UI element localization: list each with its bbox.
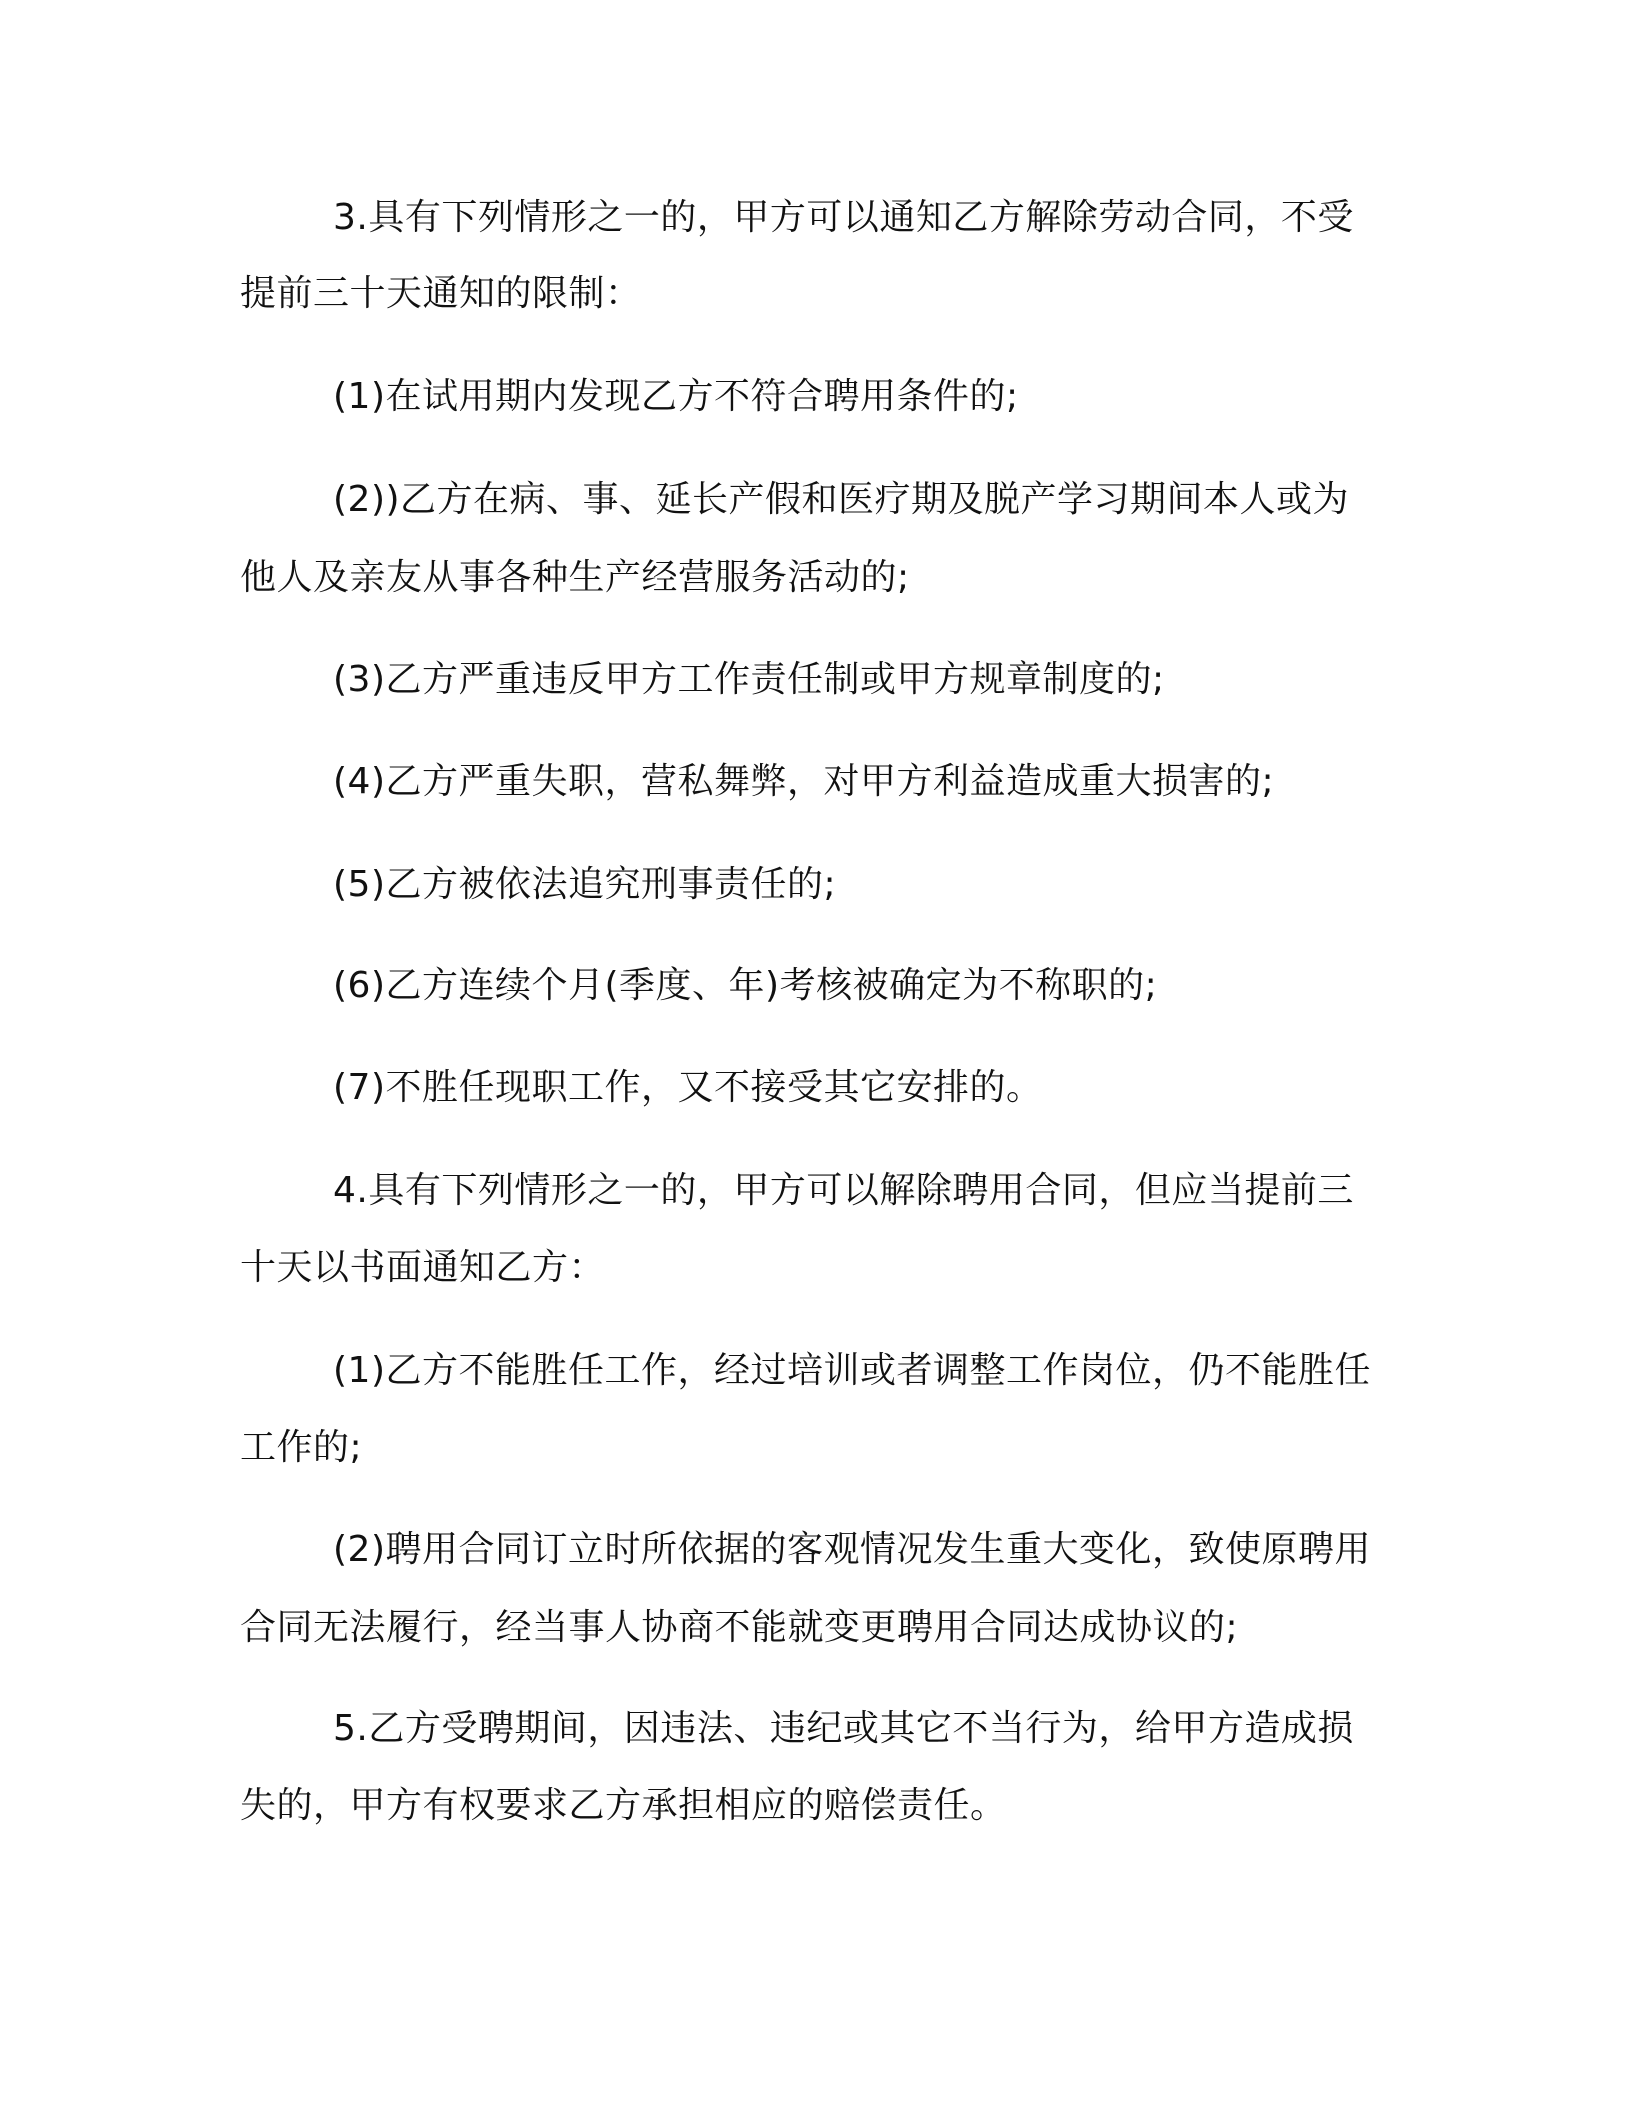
clause-4-item-1-line-2: 工作的; xyxy=(240,1427,363,1468)
clause-4-line-1: 4.具有下列情形之一的，甲方可以解除聘用合同，但应当提前三 xyxy=(333,1170,1354,1211)
clause-3-line-1: 3.具有下列情形之一的，甲方可以通知乙方解除劳动合同，不受 xyxy=(333,197,1354,238)
clause-4-item-2-line-1: (2)聘用合同订立时所依据的客观情况发生重大变化，致使原聘用 xyxy=(333,1529,1371,1570)
clause-3-line-2: 提前三十天通知的限制： xyxy=(240,273,642,314)
clause-3-item-1: (1)在试用期内发现乙方不符合聘用条件的; xyxy=(333,376,1019,417)
clause-3-item-6: (6)乙方连续个月(季度、年)考核被确定为不称职的; xyxy=(333,965,1158,1006)
clause-4-line-2: 十天以书面通知乙方： xyxy=(240,1247,606,1288)
clause-3-item-5: (5)乙方被依法追究刑事责任的; xyxy=(333,864,837,905)
clause-3-item-4: (4)乙方严重失职，营私舞弊，对甲方利益造成重大损害的; xyxy=(333,761,1275,802)
clause-3-item-2-line-1: (2))乙方在病、事、延长产假和医疗期及脱产学习期间本人或为 xyxy=(333,479,1350,520)
clause-3-item-3: (3)乙方严重违反甲方工作责任制或甲方规章制度的; xyxy=(333,659,1165,700)
clause-3-item-2-line-2: 他人及亲友从事各种生产经营服务活动的; xyxy=(240,557,910,598)
clause-5-line-1: 5.乙方受聘期间，因违法、违纪或其它不当行为，给甲方造成损 xyxy=(333,1708,1354,1749)
clause-3-item-7: (7)不胜任现职工作，又不接受其它安排的。 xyxy=(333,1067,1043,1108)
clause-4-item-2-line-2: 合同无法履行，经当事人协商不能就变更聘用合同达成协议的; xyxy=(240,1607,1239,1648)
clause-5-line-2: 失的，甲方有权要求乙方承担相应的赔偿责任。 xyxy=(240,1785,1007,1826)
clause-4-item-1-line-1: (1)乙方不能胜任工作，经过培训或者调整工作岗位，仍不能胜任 xyxy=(333,1350,1371,1391)
